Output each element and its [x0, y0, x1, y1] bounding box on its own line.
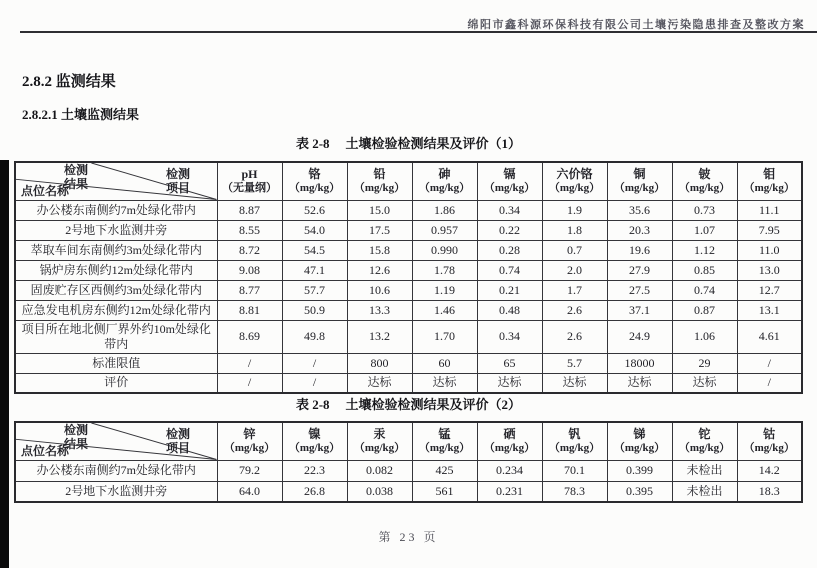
value-cell: 达标	[347, 373, 412, 393]
value-cell: 1.7	[542, 280, 607, 300]
value-cell: 8.72	[217, 240, 282, 260]
corner-label-site: 点位名称	[21, 443, 70, 458]
parameter-header	[347, 422, 412, 460]
parameter-unit: （mg/kg）	[548, 441, 601, 454]
table2-header-row	[15, 422, 802, 460]
site-name-cell: 萃取车间东南侧约3m处绿化带内	[15, 240, 217, 260]
value-cell: 0.082	[347, 460, 412, 481]
parameter-unit: （mg/kg）	[613, 181, 666, 194]
value-cell: 0.990	[412, 240, 477, 260]
value-cell: 65	[477, 353, 542, 373]
site-name-cell: 标准限值	[15, 353, 217, 373]
parameter-header	[282, 162, 347, 200]
value-cell: 50.9	[282, 300, 347, 320]
value-cell: 达标	[477, 373, 542, 393]
parameter-unit: （mg/kg）	[353, 181, 406, 194]
parameter-header	[347, 162, 412, 200]
value-cell: /	[282, 353, 347, 373]
value-cell: 0.85	[672, 260, 737, 280]
parameter-name: 铍	[698, 166, 711, 181]
parameter-unit: （mg/kg）	[483, 181, 536, 194]
site-name-cell: 锅炉房东侧约12m处绿化带内	[15, 260, 217, 280]
value-cell: 64.0	[217, 481, 282, 502]
parameter-name: 汞	[373, 426, 386, 441]
value-cell: 11.1	[737, 200, 802, 220]
parameter-name: 锑	[633, 426, 646, 441]
parameter-header	[672, 162, 737, 200]
site-name-cell: 应急发电机房东侧约12m处绿化带内	[15, 300, 217, 320]
value-cell: 1.07	[672, 220, 737, 240]
value-cell: 78.3	[542, 481, 607, 502]
table1-caption-label: 表 2-8	[295, 136, 330, 151]
parameter-name: 铊	[698, 426, 711, 441]
site-name-cell: 2号地下水监测井旁	[15, 481, 217, 502]
parameter-unit: （mg/kg）	[288, 181, 341, 194]
value-cell: 15.8	[347, 240, 412, 260]
value-cell: 0.34	[477, 320, 542, 353]
table-row	[15, 320, 802, 353]
table2-corner-header	[15, 422, 217, 460]
value-cell: 27.5	[607, 280, 672, 300]
parameter-header	[737, 162, 802, 200]
value-cell: 60	[412, 353, 477, 373]
value-cell: 54.5	[282, 240, 347, 260]
value-cell: 0.48	[477, 300, 542, 320]
value-cell: 1.8	[542, 220, 607, 240]
value-cell: 1.86	[412, 200, 477, 220]
table-row	[15, 300, 802, 320]
page-number: 第 23 页	[378, 530, 439, 544]
value-cell: 8.81	[217, 300, 282, 320]
value-cell: 7.95	[737, 220, 802, 240]
parameter-header	[217, 162, 282, 200]
site-name-cell: 固废贮存区西侧约3m处绿化带内	[15, 280, 217, 300]
value-cell: 26.8	[282, 481, 347, 502]
corner-label-site: 点位名称	[21, 183, 70, 198]
value-cell: 达标	[542, 373, 607, 393]
value-cell: 17.5	[347, 220, 412, 240]
value-cell: 27.9	[607, 260, 672, 280]
parameter-name: 镉	[503, 166, 516, 181]
value-cell: 4.61	[737, 320, 802, 353]
parameter-unit: （mg/kg）	[743, 441, 795, 454]
value-cell: 35.6	[607, 200, 672, 220]
value-cell: 70.1	[542, 460, 607, 481]
site-name-cell: 办公楼东南侧约7m处绿化带内	[15, 460, 217, 481]
corner-label-item: 检测项目	[166, 427, 191, 455]
value-cell: 达标	[412, 373, 477, 393]
parameter-name: 铬	[308, 166, 321, 181]
value-cell: 1.19	[412, 280, 477, 300]
value-cell: 0.21	[477, 280, 542, 300]
value-cell: 12.7	[737, 280, 802, 300]
parameter-header	[217, 422, 282, 460]
value-cell: 2.6	[542, 320, 607, 353]
site-name-cell: 2号地下水监测井旁	[15, 220, 217, 240]
parameter-name: 锌	[243, 426, 256, 441]
value-cell: 1.12	[672, 240, 737, 260]
table-row	[15, 280, 802, 300]
parameter-header	[477, 162, 542, 200]
value-cell: 0.34	[477, 200, 542, 220]
corner-label-result: 检测结果	[64, 423, 89, 451]
parameter-name: 钼	[763, 166, 776, 181]
value-cell: 0.231	[477, 481, 542, 502]
value-cell: 达标	[672, 373, 737, 393]
parameter-name: 钒	[568, 426, 581, 441]
parameter-name: 锰	[438, 426, 451, 441]
value-cell: /	[217, 353, 282, 373]
table2-caption-label: 表 2-8	[295, 397, 330, 412]
parameter-name: 硒	[503, 426, 516, 441]
value-cell: 561	[412, 481, 477, 502]
table1-header-row	[15, 162, 802, 200]
value-cell: 29	[672, 353, 737, 373]
value-cell: 12.6	[347, 260, 412, 280]
value-cell: 8.87	[217, 200, 282, 220]
value-cell: 0.038	[347, 481, 412, 502]
parameter-unit: （mg/kg）	[678, 181, 731, 194]
value-cell: 20.3	[607, 220, 672, 240]
value-cell: 0.395	[607, 481, 672, 502]
table-row	[15, 260, 802, 280]
parameter-name: 砷	[438, 166, 451, 181]
value-cell: 0.22	[477, 220, 542, 240]
parameter-name: 钴	[763, 426, 776, 441]
table-row	[15, 481, 802, 502]
table-row	[15, 353, 802, 373]
value-cell: 1.78	[412, 260, 477, 280]
value-cell: 18.3	[737, 481, 802, 502]
parameter-name: 铅	[373, 166, 386, 181]
parameter-header	[737, 422, 802, 460]
table2-caption-title: 土壤检验检测结果及评价（2）	[345, 397, 522, 412]
corner-label-result: 检测结果	[64, 163, 89, 191]
value-cell: 9.08	[217, 260, 282, 280]
table-row	[15, 220, 802, 240]
value-cell: /	[737, 373, 802, 393]
value-cell: 47.1	[282, 260, 347, 280]
value-cell: 13.1	[737, 300, 802, 320]
value-cell: /	[217, 373, 282, 393]
value-cell: 11.0	[737, 240, 802, 260]
value-cell: 54.0	[282, 220, 347, 240]
parameter-unit: （mg/kg）	[418, 181, 471, 194]
value-cell: 8.69	[217, 320, 282, 353]
value-cell: 未检出	[672, 481, 737, 502]
parameter-unit: （无量纲）	[222, 181, 277, 194]
value-cell: 22.3	[282, 460, 347, 481]
value-cell: 800	[347, 353, 412, 373]
value-cell: 19.6	[607, 240, 672, 260]
value-cell: /	[282, 373, 347, 393]
value-cell: 57.7	[282, 280, 347, 300]
site-name-cell: 评价	[15, 373, 217, 393]
value-cell: 13.3	[347, 300, 412, 320]
value-cell: 14.2	[737, 460, 802, 481]
value-cell: 49.8	[282, 320, 347, 353]
value-cell: 5.7	[542, 353, 607, 373]
value-cell: 13.2	[347, 320, 412, 353]
table-row	[15, 200, 802, 220]
value-cell: 1.70	[412, 320, 477, 353]
value-cell: 未检出	[672, 460, 737, 481]
parameter-header	[607, 162, 672, 200]
value-cell: 8.77	[217, 280, 282, 300]
value-cell: 0.957	[412, 220, 477, 240]
parameter-unit: （mg/kg）	[223, 441, 276, 454]
parameter-unit: （mg/kg）	[483, 441, 536, 454]
value-cell: 24.9	[607, 320, 672, 353]
parameter-unit: （mg/kg）	[353, 441, 406, 454]
header-divider	[20, 31, 817, 33]
parameter-header	[542, 422, 607, 460]
value-cell: 2.0	[542, 260, 607, 280]
value-cell: 425	[412, 460, 477, 481]
table-row	[15, 240, 802, 260]
running-header: 绵阳市鑫科源环保科技有限公司土壤污染隐患排查及整改方案	[467, 19, 805, 31]
site-name-cell: 办公楼东南侧约7m处绿化带内	[15, 200, 217, 220]
value-cell: 0.87	[672, 300, 737, 320]
table1-corner-header	[15, 162, 217, 200]
soil-results-table-1	[14, 161, 803, 394]
value-cell: 0.74	[477, 260, 542, 280]
parameter-unit: （mg/kg）	[288, 441, 341, 454]
parameter-name: 镍	[308, 426, 321, 441]
value-cell: 13.0	[737, 260, 802, 280]
parameter-unit: （mg/kg）	[678, 441, 731, 454]
value-cell: 79.2	[217, 460, 282, 481]
value-cell: 37.1	[607, 300, 672, 320]
parameter-header	[477, 422, 542, 460]
table-row	[15, 460, 802, 481]
parameter-header	[607, 422, 672, 460]
parameter-unit: （mg/kg）	[418, 441, 471, 454]
parameter-header	[672, 422, 737, 460]
table2-caption	[0, 394, 817, 413]
parameter-unit: （mg/kg）	[743, 181, 795, 194]
parameter-header	[282, 422, 347, 460]
subsection-heading: 2.8.2.1 土壤监测结果	[22, 107, 140, 122]
value-cell: 2.6	[542, 300, 607, 320]
value-cell: 18000	[607, 353, 672, 373]
table1-caption-title: 土壤检验检测结果及评价（1）	[345, 136, 522, 151]
value-cell: 1.06	[672, 320, 737, 353]
parameter-name: 六价铬	[556, 166, 593, 181]
value-cell: 0.399	[607, 460, 672, 481]
scan-edge-artifact	[0, 160, 9, 568]
value-cell: 0.28	[477, 240, 542, 260]
value-cell: 1.9	[542, 200, 607, 220]
value-cell: /	[737, 353, 802, 373]
value-cell: 0.7	[542, 240, 607, 260]
value-cell: 0.234	[477, 460, 542, 481]
site-name-cell: 项目所在地北侧厂界外约10m处绿化带内	[15, 320, 217, 353]
parameter-header	[412, 162, 477, 200]
soil-results-table-2	[14, 421, 803, 503]
parameter-unit: （mg/kg）	[613, 441, 666, 454]
value-cell: 52.6	[282, 200, 347, 220]
table-row	[15, 373, 802, 393]
corner-label-item: 检测项目	[166, 167, 191, 195]
value-cell: 10.6	[347, 280, 412, 300]
table1-caption	[0, 133, 817, 152]
parameter-header	[542, 162, 607, 200]
value-cell: 0.74	[672, 280, 737, 300]
parameter-header	[412, 422, 477, 460]
parameter-name: pH	[241, 166, 258, 181]
section-heading: 2.8.2 监测结果	[22, 74, 116, 90]
value-cell: 15.0	[347, 200, 412, 220]
value-cell: 1.46	[412, 300, 477, 320]
parameter-name: 铜	[633, 166, 646, 181]
value-cell: 达标	[607, 373, 672, 393]
value-cell: 0.73	[672, 200, 737, 220]
value-cell: 8.55	[217, 220, 282, 240]
parameter-unit: （mg/kg）	[548, 181, 601, 194]
